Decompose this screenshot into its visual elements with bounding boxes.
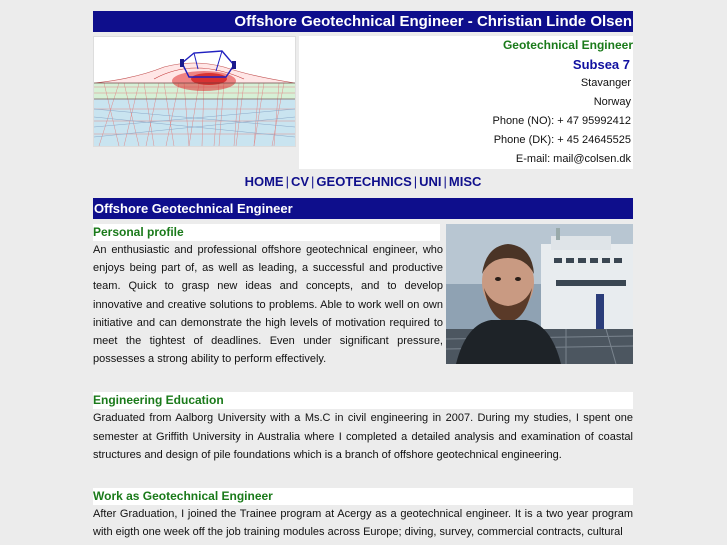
work-text: After Graduation, I joined the Trainee program at Acergy as a geotechnical engineer. It is a two year program with eigth one week off the job training modules across Europe; diving, survey, commercial contracts, cultural [93,508,633,539]
contact-email[interactable]: E-mail: mail@colsen.dk [515,153,631,165]
nav-separator: | [285,174,289,189]
contact-phone-no: Phone (NO): + 47 95992412 [492,115,631,127]
nav-separator: | [311,174,315,189]
nav-misc-link[interactable]: MISC [448,174,482,189]
nav-separator: | [443,174,447,189]
header-area [93,36,633,168]
contact-country: Norway [593,96,631,108]
section-title: Offshore Geotechnical Engineer [93,198,633,219]
contact-company: Subsea 7 [572,57,630,72]
page-title: Offshore Geotechnical Engineer - Christian Linde Olsen [93,11,633,32]
education-section [93,392,633,464]
nav-home-link[interactable]: HOME [244,174,284,189]
page [93,11,633,541]
nav-geotechnics-link[interactable]: GEOTECHNICS [316,174,412,189]
work-section [93,488,633,541]
main-nav [93,172,633,192]
nav-uni-link[interactable]: UNI [419,174,442,189]
geotechnical-mesh-image [93,36,296,147]
education-heading: Engineering Education [93,392,633,409]
education-text: Graduated from Aalborg University with a Ms.C in civil engineering in 2007. During my studies, I spent one semester at Griffith University in Australia where I completed a detailed analysis and examination of coastal structures and design of pile foundations which is a branch of offshore geotechnical engineering. [93,412,633,461]
work-heading: Work as Geotechnical Engineer [93,488,633,505]
contact-role: Geotechnical Engineer [502,38,633,52]
profile-photo [446,224,633,364]
contact-phone-dk: Phone (DK): + 45 24645525 [493,134,631,146]
profile-heading: Personal profile [93,224,440,241]
profile-text: An enthusiastic and professional offshore geotechnical engineer, who enjoys being part of, as well as leading, a successful and productive team. Quick to grasp new ideas and concepts, and to develop innovative and creative solutions to problems. Able to work well on own initiative and can demonstrate the high levels of motivation required to meet the tightest of deadlines. Even under significant pressure, possesses a strong ability to perform effectively. [93,244,443,366]
profile-section [93,224,633,368]
nav-separator: | [413,174,418,189]
contact-panel [299,36,633,169]
contact-city: Stavanger [580,77,631,89]
nav-cv-link[interactable]: CV [290,174,310,189]
